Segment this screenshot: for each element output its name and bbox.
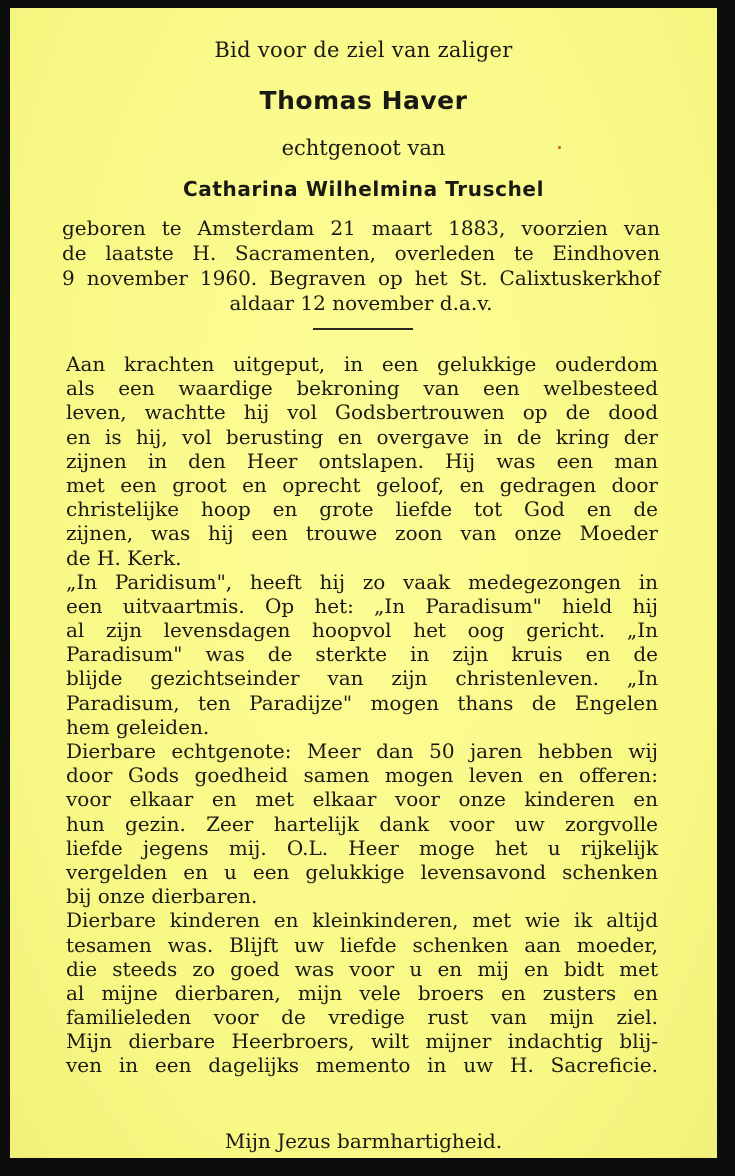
text-line: al zijn levensdagen hoopvol het oog gericht. „In — [66, 618, 658, 643]
text-line: de H. Kerk. — [66, 545, 182, 570]
text-line: een uitvaartmis. Op het: „In Paradisum" hield hij — [66, 593, 658, 618]
text-line: al mijne dierbaren, mijn vele broers en zusters en — [66, 980, 658, 1005]
prayer-intro: Bid voor de ziel van zaliger — [214, 38, 513, 62]
text-line: Mijn dierbare Heerbroers, wilt mijner indachtig blij- — [66, 1029, 658, 1054]
text-line: „In Paridisum", heeft hij zo vaak medegezongen in — [66, 569, 658, 594]
text-line: zijnen in den Heer ontslapen. Hij was een man — [66, 448, 658, 473]
deceased-name: Thomas Haver — [259, 86, 468, 115]
closing-prayer: Mijn Jezus barmhartigheid. — [224, 1129, 503, 1153]
bio-line: aldaar 12 november d.a.v. — [229, 291, 493, 315]
memorial-text — [66, 352, 658, 1078]
bio-line: geboren te Amsterdam 21 maart 1883, voorzien van — [62, 216, 660, 240]
text-line: tesamen was. Blijft uw liefde schenken aan moeder, — [66, 932, 658, 957]
text-line: zijnen, was hij een trouwe zoon van onze Moeder — [66, 521, 658, 546]
text-line: hem geleiden. — [66, 714, 210, 739]
text-line: blijde gezichtseinder van zijn christenleven. „In — [66, 666, 658, 691]
text-line: Paradisum, ten Paradijze" mogen thans de Engelen — [66, 690, 658, 715]
text-line: ven in een dagelijks memento in uw H. Sacreficie. — [66, 1053, 658, 1078]
memorial-card — [10, 8, 717, 1158]
text-line: vergelden en u een gelukkige levensavond schenken — [66, 859, 658, 884]
text-line: Aan krachten uitgeput, in een gelukkige ouderdom — [66, 352, 658, 376]
text-line: leven, wachtte hij vol Godsbertrouwen op de dood — [66, 400, 658, 425]
text-line: bij onze dierbaren. — [66, 884, 258, 909]
ink-speck — [558, 146, 561, 149]
text-line: met een groot en oprecht geloof, en gedragen door — [66, 472, 658, 497]
text-line: als een waardige bekroning van een welbesteed — [66, 376, 658, 401]
text-line: liefde jegens mij. O.L. Heer moge het u rijkelijk — [66, 835, 658, 860]
text-line: voor elkaar en met elkaar voor onze kinderen en — [66, 787, 658, 812]
bio-line: 9 november 1960. Begraven op het St. Calixtuskerkhof — [62, 266, 660, 290]
spouse-intro: echtgenoot van — [281, 136, 446, 160]
text-line: Dierbare echtgenote: Meer dan 50 jaren hebben wij — [66, 739, 658, 763]
text-line: familieleden voor de vredige rust van mijn ziel. — [66, 1005, 658, 1030]
text-line: die steeds zo goed was voor u en mij en bidt met — [66, 956, 658, 981]
divider-rule — [313, 328, 413, 330]
bio-line: de laatste H. Sacramenten, overleden te Eindhoven — [62, 241, 660, 265]
text-line: Paradisum" was de sterkte in zijn kruis en de — [66, 642, 658, 667]
text-line: door Gods goedheid samen mogen leven en offeren: — [66, 763, 658, 788]
text-line: hun gezin. Zeer hartelijk dank voor uw zorgvolle — [66, 811, 658, 836]
spouse-name: Catharina Wilhelmina Truschel — [182, 177, 545, 201]
text-line: christelijke hoop en grote liefde tot God en de — [66, 497, 658, 522]
text-line: en is hij, vol berusting en overgave in de kring der — [66, 424, 658, 449]
text-line: Dierbare kinderen en kleinkinderen, met wie ik altijd — [66, 908, 658, 933]
biography-paragraph — [62, 216, 660, 316]
